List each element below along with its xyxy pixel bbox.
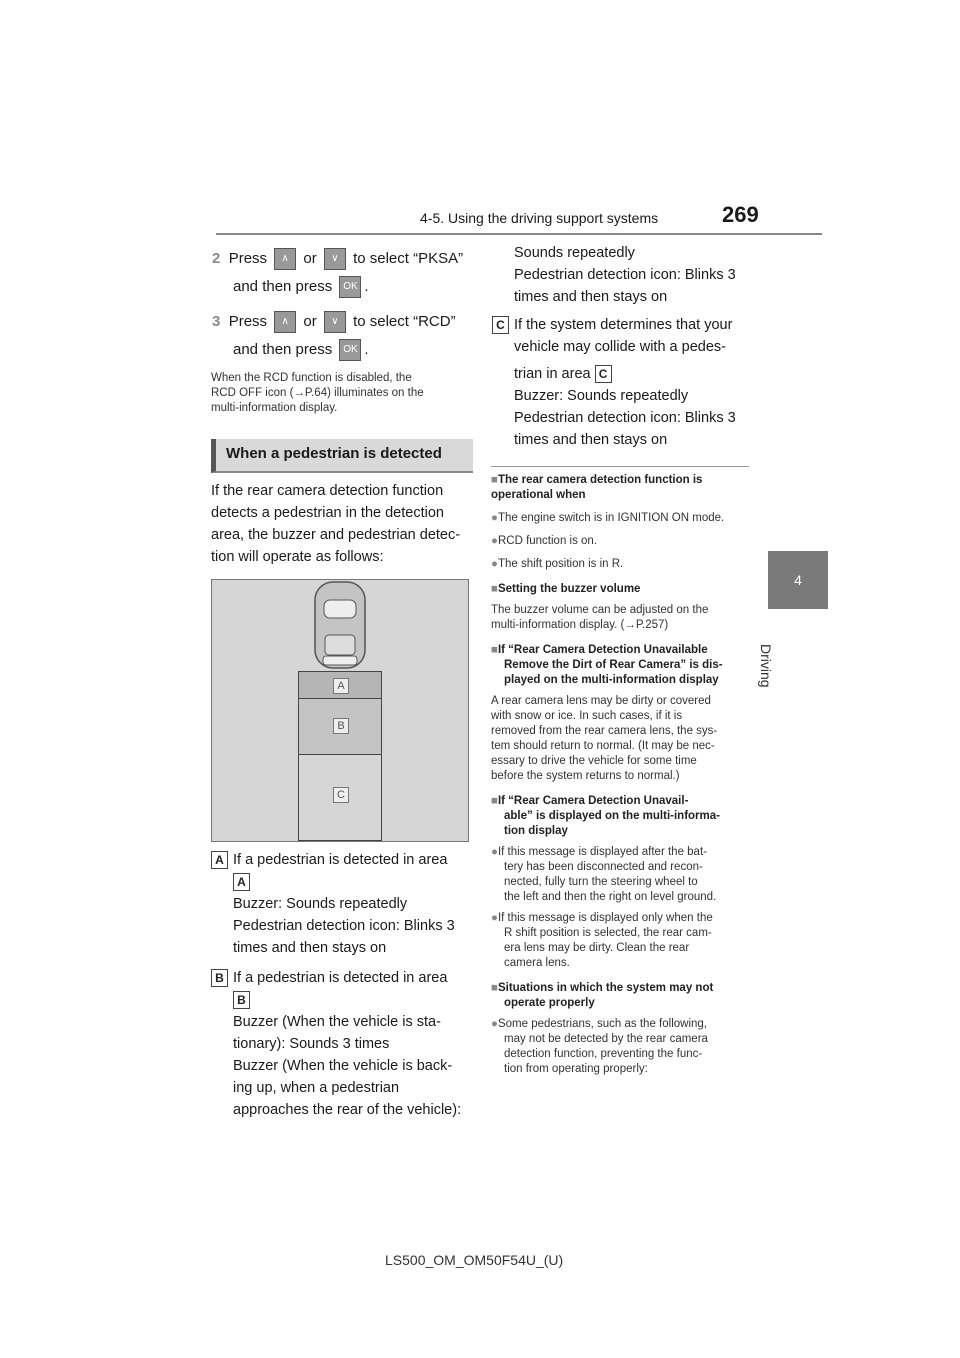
note-heading-2: ■Setting the buzzer volume: [491, 583, 641, 595]
up-arrow-icon: ∧: [274, 311, 296, 333]
item-line: times and then stays on: [233, 940, 387, 956]
note-line: multi-information display.: [211, 402, 338, 414]
note-bullet-5: ●If this message is displayed only when the R shift position is selected, the rear cam- era lens may be dirty. Clean the rear camera lens.: [491, 912, 713, 969]
item-a-marker: [211, 851, 228, 869]
step-text: Press: [228, 313, 268, 330]
chapter-tab: 4: [768, 551, 828, 609]
note-heading-3: ■If “Rear Camera Detection Unavailable Remove the Dirt of Rear Camera” is dis- played on the multi-information display: [491, 644, 723, 686]
item-line: trian in area: [514, 366, 591, 382]
header-rule: [216, 233, 822, 235]
step-text: Press: [228, 250, 268, 267]
note-bullet-2: ●RCD function is on.: [491, 535, 598, 547]
step-text: .: [364, 341, 369, 358]
step-text: or: [303, 313, 317, 330]
note-bullet-1: ●The engine switch is in IGNITION ON mode.: [491, 512, 725, 524]
figure-label-c: C: [333, 787, 349, 803]
item-line: vehicle may collide with a pedes-: [514, 339, 726, 355]
page-number: 269: [722, 202, 759, 227]
item-line: Sounds repeatedly: [514, 245, 635, 261]
figure-label-b: B: [333, 718, 349, 734]
item-line: ing up, when a pedestrian: [233, 1080, 400, 1096]
car-windshield: [324, 600, 356, 618]
ok-button-icon: OK: [339, 339, 361, 361]
down-arrow-icon: ∨: [324, 311, 346, 333]
section-title: When a pedestrian is detected: [226, 445, 442, 462]
step-text: or: [303, 250, 317, 267]
step-text: and then press: [233, 278, 333, 295]
item-line: If the system determines that your: [514, 317, 733, 333]
rcd-note: [211, 371, 424, 416]
item-line: Buzzer (When the vehicle is sta-: [233, 1014, 441, 1030]
label-b: B: [211, 969, 228, 987]
chapter-label: [758, 620, 828, 688]
label-c: C: [492, 316, 509, 334]
item-line: approaches the rear of the vehicle):: [233, 1102, 462, 1118]
item-line: times and then stays on: [514, 289, 668, 305]
item-line: Pedestrian detection icon: Blinks 3: [514, 267, 736, 283]
item-b-marker: [211, 969, 228, 987]
item-line: tionary): Sounds 3 times: [233, 1036, 390, 1052]
note-line: When the RCD function is disabled, the: [211, 372, 412, 384]
step-2: [212, 248, 463, 270]
item-c: [514, 314, 736, 451]
step-number: 3: [212, 313, 221, 330]
section-header: 4-5. Using the driving support systems: [420, 210, 659, 226]
intro-line: detects a pedestrian in the detection: [211, 505, 444, 521]
item-line: Buzzer: Sounds repeatedly: [233, 896, 408, 912]
item-a: [233, 849, 455, 959]
item-line: Pedestrian detection icon: Blinks 3: [233, 918, 455, 934]
note-bullet-6: ●Some pedestrians, such as the following, may not be detected by the rear camera detection function, preventing the func- tion from operating properly:: [491, 1018, 708, 1075]
item-line: If a pedestrian is detected in area: [233, 852, 448, 868]
item-line: Pedestrian detection icon: Blinks 3: [514, 410, 736, 426]
up-arrow-icon: ∧: [274, 248, 296, 270]
item-c-marker: [492, 316, 509, 334]
chapter-label-text: Driving: [758, 644, 774, 688]
intro-line: area, the buzzer and pedestrian detec-: [211, 527, 461, 543]
step-text: to select “RCD”: [353, 313, 456, 330]
item-label-row: [233, 989, 461, 1011]
step-text: to select “PKSA”: [353, 250, 464, 267]
note-paragraph-3: A rear camera lens may be dirty or covered with snow or ice. In such cases, if it is removed from the rear camera lens, the sys- tem should return to normal. (It may be nec- essary to drive the vehicle for some time before the system returns to normal.): [491, 695, 718, 782]
note-heading-4: ■If “Rear Camera Detection Unavail- able” is displayed on the multi-informa- tion display: [491, 795, 720, 837]
notes-column: [491, 473, 753, 1077]
item-line: times and then stays on: [514, 432, 668, 448]
down-arrow-icon: ∨: [324, 248, 346, 270]
note-paragraph-2: The buzzer volume can be adjusted on the multi-information display. (→P.257): [491, 604, 709, 631]
intro-line: If the rear camera detection function: [211, 483, 444, 499]
detection-area-figure: [211, 579, 469, 842]
step-text: and then press: [233, 341, 333, 358]
section-heading: [211, 439, 473, 473]
item-line: Buzzer (When the vehicle is back-: [233, 1058, 453, 1074]
figure-label-a: A: [333, 678, 349, 694]
note-heading-5: ■Situations in which the system may not operate properly: [491, 982, 714, 1009]
item-line: Buzzer: Sounds repeatedly: [514, 388, 689, 404]
item-line: If a pedestrian is detected in area: [233, 970, 448, 986]
step-3-cont: [233, 339, 369, 361]
intro-line: tion will operate as follows:: [211, 549, 384, 565]
step-number: 2: [212, 250, 221, 267]
label-c: C: [595, 365, 612, 383]
item-b: [233, 967, 461, 1121]
label-b: B: [233, 991, 250, 1009]
step-3: [212, 311, 456, 333]
note-line: RCD OFF icon (→P.64) illuminates on the: [211, 387, 424, 399]
item-label-row: [233, 871, 455, 893]
item-b-continuation: [514, 242, 736, 308]
note-bullet-4: ●If this message is displayed after the bat- tery has been disconnected and recon- nected, fully turn the steering wheel to the left and then the right on level ground.: [491, 846, 717, 903]
ok-button-icon: OK: [339, 276, 361, 298]
footer-code: LS500_OM_OM50F54U_(U): [385, 1252, 564, 1268]
step-text: .: [364, 278, 369, 295]
car-rear-window: [323, 656, 357, 665]
notes-divider: [491, 466, 749, 467]
label-a: A: [233, 873, 250, 891]
intro-paragraph: [211, 480, 460, 568]
car-roof: [325, 635, 355, 655]
note-heading-1: ■The rear camera detection function is operational when: [491, 474, 703, 501]
label-a: A: [211, 851, 228, 869]
note-bullet-3: ●The shift position is in R.: [491, 558, 624, 570]
step-2-cont: [233, 276, 369, 298]
